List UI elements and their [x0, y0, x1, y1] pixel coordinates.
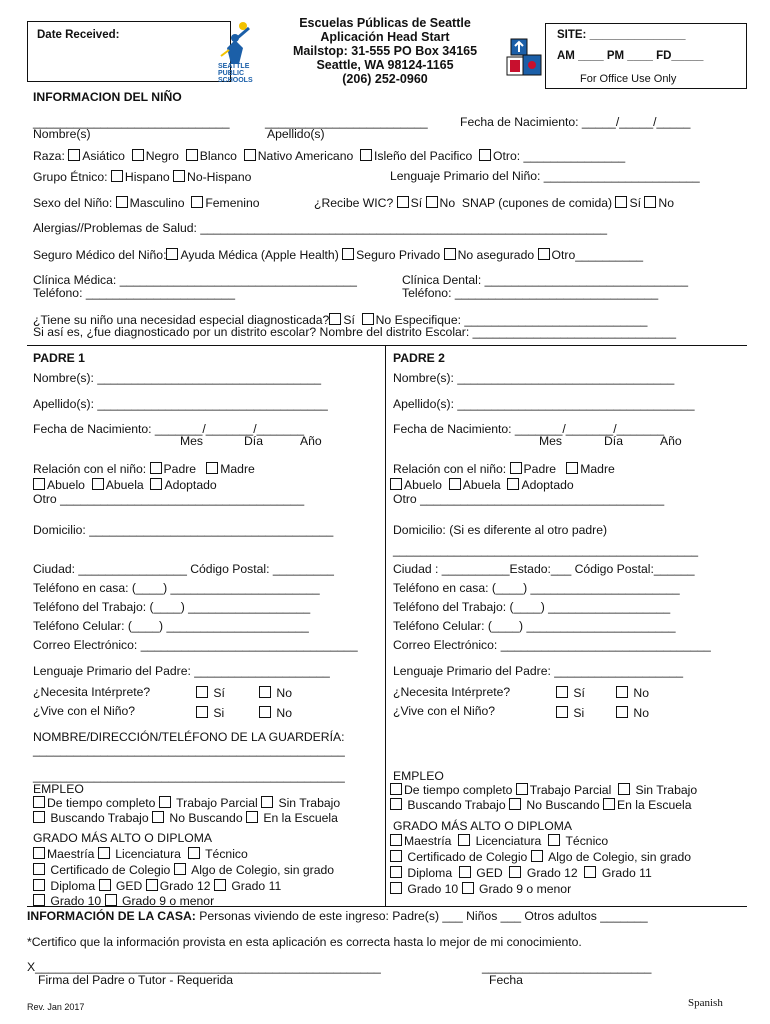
parent1-mother-label: Madre: [220, 462, 255, 476]
race-pacific-checkbox[interactable]: [360, 149, 372, 161]
parent2-relation-row-2: [390, 478, 574, 491]
parent2-title: PADRE 2: [393, 351, 445, 365]
parent-column-divider: [385, 345, 386, 907]
parent1-father-checkbox[interactable]: [150, 462, 162, 474]
medical-clinic-field[interactable]: Clínica Médica: ___________________________________: [33, 273, 357, 287]
wic-no-checkbox[interactable]: [426, 196, 438, 208]
wic-no-label: No: [439, 196, 456, 210]
child-last-name-field[interactable]: ________________________: [265, 115, 428, 129]
parent1-fulltime-checkbox[interactable]: [33, 796, 45, 808]
uninsured-checkbox[interactable]: [444, 248, 456, 260]
parent2-work-phone-field[interactable]: Teléfono del Trabajo: (____) __________________: [393, 600, 671, 614]
race-other-label: Otro: _______________: [493, 149, 626, 163]
parent2-masters-label: Maestría: [404, 834, 452, 848]
race-asian-label: Asiático: [82, 149, 125, 163]
parent1-not-seeking-label: No Buscando: [169, 811, 243, 825]
parent1-relation-row-2: [33, 478, 217, 491]
child-dob-field[interactable]: Fecha de Nacimiento: _____/_____/_____: [460, 115, 691, 129]
parent1-some-college-checkbox[interactable]: [174, 863, 186, 875]
parent2-grandfather-label: Abuelo: [404, 478, 442, 492]
race-row: [33, 149, 625, 162]
parent2-grade9-checkbox[interactable]: [462, 882, 474, 894]
parent1-education-row-1: [33, 847, 248, 860]
parent2-lives-yes-label: Si: [573, 706, 585, 720]
parent2-grade12-label: Grado 12: [526, 866, 578, 880]
parent1-grade11-checkbox[interactable]: [214, 879, 226, 891]
parent2-grade11-checkbox[interactable]: [584, 866, 596, 878]
seattle-public-schools-logo: [213, 18, 263, 86]
parent1-first-name-field[interactable]: Nombre(s): _________________________________: [33, 371, 322, 385]
ethnic-row: [33, 170, 251, 183]
parent2-lives-no-label: No: [633, 706, 649, 720]
child-first-name-field[interactable]: _____________________________: [33, 115, 230, 129]
parent2-lives-yes-checkbox[interactable]: [556, 706, 568, 718]
race-label: Raza:: [33, 149, 65, 163]
parent2-seeking-label: Buscando Trabajo: [407, 798, 506, 812]
parent1-email-field[interactable]: Correo Electrónico: ________________________________: [33, 638, 358, 652]
parent1-lives-yes-label: Si: [213, 706, 225, 720]
parent1-month-label: Mes: [180, 434, 204, 448]
parent1-education-row-2: [33, 863, 334, 876]
male-checkbox[interactable]: [116, 196, 128, 208]
parent1-bachelors-label: Licenciatura: [115, 847, 181, 861]
sex-row: [33, 196, 260, 209]
parent2-technical-checkbox[interactable]: [548, 834, 560, 846]
parent1-parttime-checkbox[interactable]: [159, 796, 171, 808]
parent1-grade10-label: Grado 10: [50, 894, 102, 908]
race-native-label: Nativo Americano: [257, 149, 354, 163]
nombres-label: Nombre(s): [33, 127, 91, 141]
parent2-other-field[interactable]: Otro ____________________________________: [393, 492, 665, 506]
parent1-technical-label: Técnico: [205, 847, 248, 861]
wic-yes-checkbox[interactable]: [397, 196, 409, 208]
insurance-row: [33, 248, 643, 261]
child-section-title: INFORMACION DEL NIÑO: [33, 90, 182, 104]
parent2-interpreter-yes: [556, 686, 585, 699]
parent2-email-field[interactable]: Correo Electrónico: _______________________________: [393, 638, 711, 652]
allergies-field[interactable]: Alergias//Problemas de Salud: ____________________________________________________________: [33, 221, 608, 235]
parent1-employment-row-1: [33, 796, 340, 809]
other-insurance-checkbox[interactable]: [538, 248, 550, 260]
snap-no-label: No: [658, 196, 674, 210]
parent2-lives-no-checkbox[interactable]: [616, 706, 628, 718]
parent1-lives-no-label: No: [276, 706, 292, 720]
parent1-home-phone-field[interactable]: Teléfono en casa: (____) ______________________: [33, 581, 320, 595]
parent1-dob-field[interactable]: Fecha de Nacimiento: _______/_______/_______: [33, 422, 305, 436]
parent2-year-label: Año: [660, 434, 682, 448]
parent1-day-label: Día: [244, 434, 263, 448]
parent2-employment-title: EMPLEO: [393, 769, 444, 783]
parent2-technical-label: Técnico: [565, 834, 609, 848]
non-hispanic-checkbox[interactable]: [173, 170, 185, 182]
parent1-college-cert-label: Certificado de Colegio: [50, 863, 171, 877]
parent2-lives-yes: [556, 706, 584, 719]
parent2-diploma-label: Diploma: [407, 866, 453, 880]
parent2-city-field[interactable]: Ciudad : __________Estado:___ Código Postal:______: [393, 562, 695, 576]
parent1-employment-title: EMPLEO: [33, 782, 84, 796]
parent1-lives-label: ¿Vive con el Niño?: [33, 704, 136, 718]
parent1-bachelors-checkbox[interactable]: [98, 847, 110, 859]
parent2-grandmother-checkbox[interactable]: [449, 478, 461, 490]
language-tag: Spanish: [688, 997, 723, 1009]
parent1-relation-label: Relación con el niño:: [33, 462, 147, 476]
private-insurance-checkbox[interactable]: [342, 248, 354, 260]
race-other-checkbox[interactable]: [479, 149, 491, 161]
parent2-first-name-field[interactable]: Nombre(s): ________________________________: [393, 371, 675, 385]
parent2-grade10-checkbox[interactable]: [390, 882, 402, 894]
snap-no-checkbox[interactable]: [644, 196, 656, 208]
parent1-school-checkbox[interactable]: [246, 811, 258, 823]
parent2-month-label: Mes: [539, 434, 563, 448]
parent1-seeking-label: Buscando Trabajo: [50, 811, 149, 825]
parent2-address-label: Domicilio: (Si es diferente al otro padre): [393, 523, 608, 537]
parent2-education-title: GRADO MÁS ALTO O DIPLOMA: [393, 819, 573, 833]
site-field[interactable]: SITE: _______________: [557, 29, 686, 41]
sex-label: Sexo del Niño:: [33, 196, 113, 210]
toy-blocks-icon: [503, 37, 545, 79]
parent2-father-label: Padre: [523, 462, 557, 476]
parent2-lives-no: [616, 706, 649, 719]
parent2-education-row-3: [390, 866, 652, 879]
special-need-label: ¿Tiene su niño una necesidad especial diagnosticada?: [33, 313, 330, 327]
parent1-education-title: GRADO MÁS ALTO O DIPLOMA: [33, 831, 213, 845]
blocks-icon: [503, 37, 545, 79]
parent2-unemployed-label: Sin Trabajo: [635, 783, 698, 797]
parent1-education-row-4: [33, 894, 214, 907]
uninsured-label: No asegurado: [457, 248, 535, 262]
parent1-interpreter-no-checkbox[interactable]: [259, 686, 271, 698]
parent2-relation-label: Relación con el niño:: [393, 462, 507, 476]
date-received-label: Date Received:: [37, 29, 120, 41]
parent1-unemployed-checkbox[interactable]: [261, 796, 273, 808]
snap-yes-label: Sí: [629, 196, 641, 210]
child-language-field[interactable]: Lenguaje Primario del Niño: _______________________: [390, 169, 700, 183]
race-black-label: Negro: [145, 149, 179, 163]
ethnic-label: Grupo Étnico:: [33, 170, 108, 184]
parent2-not-seeking-checkbox[interactable]: [509, 798, 521, 810]
parent2-grade11-label: Grado 11: [601, 866, 652, 880]
parent2-father-checkbox[interactable]: [510, 462, 522, 474]
school-address-block: Escuelas Públicas de Seattle Aplicación Head Start Mailstop: 31-555 PO Box 34165 Seattle, WA 98124-1165 (206) 252-0960: [292, 16, 478, 86]
parent1-father-label: Padre: [163, 462, 197, 476]
parent1-ged-checkbox[interactable]: [99, 879, 111, 891]
logo-text: SEATTLE PUBLIC SCHOOLS: [218, 63, 253, 84]
parent2-grade9-label: Grado 9 o menor: [479, 882, 572, 896]
parent2-parttime-checkbox[interactable]: [516, 783, 528, 795]
parent1-adopted-label: Adoptado: [164, 478, 217, 492]
special-need-no-checkbox[interactable]: [362, 313, 374, 325]
parent1-address-field[interactable]: Domicilio: ____________________________________: [33, 523, 334, 537]
parent2-lives-label: ¿Vive con el Niño?: [393, 704, 496, 718]
daycare-label: NOMBRE/DIRECCIÓN/TELÉFONO DE LA GUARDERÍA:: [33, 730, 345, 744]
parent1-grade9-label: Grado 9 o menor: [122, 894, 215, 908]
parent2-diploma-checkbox[interactable]: [390, 866, 402, 878]
parent2-interpreter-yes-label: Sí: [573, 686, 585, 700]
apple-health-label: Ayuda Médica (Apple Health): [180, 248, 339, 262]
parent1-lives-no: [259, 706, 292, 719]
parent2-home-phone-field[interactable]: Teléfono en casa: (____) ______________________: [393, 581, 680, 595]
parent1-work-phone-field[interactable]: Teléfono del Trabajo: (____) __________________: [33, 600, 311, 614]
parent1-interpreter-yes: [196, 686, 225, 699]
parent2-bachelors-label: Licenciatura: [475, 834, 542, 848]
daycare-line-1[interactable]: ______________________________________________: [33, 743, 345, 757]
parent1-grandmother-label: Abuela: [105, 478, 144, 492]
parent2-interpreter-no: [616, 686, 649, 699]
wic-row: [314, 196, 674, 209]
parent1-last-name-field[interactable]: Apellido(s): __________________________________: [33, 397, 328, 411]
insurance-label: Seguro Médico del Niño:: [33, 248, 167, 262]
parent1-unemployed-label: Sin Trabajo: [278, 796, 341, 810]
female-checkbox[interactable]: [191, 196, 203, 208]
parent1-relation-row: [33, 462, 255, 475]
parent2-parttime-label: Trabajo Parcial: [529, 783, 612, 797]
parent2-ged-label: GED: [476, 866, 503, 880]
parent2-seeking-checkbox[interactable]: [390, 798, 402, 810]
parent1-interpreter-label: ¿Necesita Intérprete?: [33, 685, 151, 699]
parent2-some-college-checkbox[interactable]: [531, 850, 543, 862]
private-insurance-label: Seguro Privado: [356, 248, 441, 262]
parent1-interpreter-no: [259, 686, 292, 699]
dental-clinic-field[interactable]: Clínica Dental: ______________________________: [402, 273, 688, 287]
parent1-college-cert-checkbox[interactable]: [33, 863, 45, 875]
date-field[interactable]: _________________________: [482, 960, 652, 974]
parent1-diploma-checkbox[interactable]: [33, 879, 45, 891]
special-need-yes-label: Sí: [343, 313, 355, 327]
special-need-yes-checkbox[interactable]: [329, 313, 341, 325]
parent2-education-row-2: [390, 850, 691, 863]
apple-health-checkbox[interactable]: [166, 248, 178, 260]
parent1-masters-label: Maestría: [47, 847, 95, 861]
parent1-seeking-checkbox[interactable]: [33, 811, 45, 823]
parent2-masters-checkbox[interactable]: [390, 834, 402, 846]
parent2-interpreter-yes-checkbox[interactable]: [556, 686, 568, 698]
parent2-not-seeking-label: No Buscando: [526, 798, 600, 812]
parent1-grade10-checkbox[interactable]: [33, 894, 45, 906]
parent1-grandmother-checkbox[interactable]: [92, 478, 104, 490]
parent1-interpreter-yes-label: Sí: [213, 686, 225, 700]
parent1-fulltime-label: De tiempo completo: [47, 796, 156, 810]
parent2-cell-phone-field[interactable]: Teléfono Celular: (____) ______________________: [393, 619, 676, 633]
parent1-technical-checkbox[interactable]: [188, 847, 200, 859]
parent1-other-field[interactable]: Otro ____________________________________: [33, 492, 305, 506]
daycare-line-2[interactable]: ______________________________________________: [33, 769, 345, 783]
hispanic-checkbox[interactable]: [111, 170, 123, 182]
parent2-fulltime-checkbox[interactable]: [390, 783, 402, 795]
race-asian-checkbox[interactable]: [68, 149, 80, 161]
am-pm-fd-field[interactable]: AM ____ PM ____ FD_____: [557, 50, 704, 62]
parent1-masters-checkbox[interactable]: [33, 847, 45, 859]
signature-label: Firma del Padre o Tutor - Requerida: [38, 973, 234, 987]
parent1-parttime-label: Trabajo Parcial: [176, 796, 258, 810]
special-need-specify-field[interactable]: No Especifique: ___________________________: [375, 313, 648, 327]
parent1-employment-row-2: [33, 811, 338, 824]
parent1-city-field[interactable]: Ciudad: ________________ Código Postal: _________: [33, 562, 334, 576]
parent-table-top-rule: [27, 345, 747, 346]
parent1-grade9-checkbox[interactable]: [105, 894, 117, 906]
parent1-lives-yes: [196, 706, 224, 719]
parent1-ged-label: GED: [115, 879, 143, 893]
parent2-mother-checkbox[interactable]: [566, 462, 578, 474]
parent2-education-row-1: [390, 834, 608, 847]
race-native-checkbox[interactable]: [244, 149, 256, 161]
household-row: [27, 910, 648, 922]
parent2-grandfather-checkbox[interactable]: [390, 478, 402, 490]
parent1-not-seeking-checkbox[interactable]: [152, 811, 164, 823]
parent2-ged-checkbox[interactable]: [459, 866, 471, 878]
diagnosed-district-field[interactable]: Si así es, ¿fue diagnosticado por un distrito escolar? Nombre del distrito Escolar: ______________________________: [33, 325, 676, 339]
parent1-grade12-label: Grado 12: [159, 879, 211, 893]
parent2-school-checkbox[interactable]: [603, 798, 615, 810]
hispanic-label: Hispano: [124, 170, 170, 184]
parent1-year-label: Año: [300, 434, 322, 448]
parent2-grade12-checkbox[interactable]: [509, 866, 521, 878]
parent1-lives-no-checkbox[interactable]: [259, 706, 271, 718]
parent2-grade10-label: Grado 10: [407, 882, 459, 896]
parent2-grandmother-label: Abuela: [462, 478, 501, 492]
parent1-lives-yes-checkbox[interactable]: [196, 706, 208, 718]
parent2-college-cert-label: Certificado de Colegio: [407, 850, 528, 864]
male-label: Masculino: [129, 196, 185, 210]
date-label: Fecha: [489, 973, 523, 987]
parent1-some-college-label: Algo de Colegio, sin grado: [191, 863, 335, 877]
parent1-education-row-3: [33, 879, 281, 892]
medical-phone-field[interactable]: Teléfono: ______________________: [33, 286, 235, 300]
apellidos-label: Apellido(s): [267, 127, 325, 141]
race-white-checkbox[interactable]: [186, 149, 198, 161]
household-label: INFORMACIÓN DE LA CASA:: [27, 909, 196, 923]
signature-field[interactable]: X___________________________________________________: [27, 960, 381, 974]
parent2-relation-row: [393, 462, 615, 475]
parent2-interpreter-no-label: No: [633, 686, 649, 700]
other-insurance-label: Otro__________: [551, 248, 644, 262]
parent1-grandfather-checkbox[interactable]: [33, 478, 45, 490]
parent1-interpreter-no-label: No: [276, 686, 292, 700]
wic-yes-label: Sí: [410, 196, 423, 210]
parent2-education-row-4: [390, 882, 571, 895]
parent1-grandfather-label: Abuelo: [47, 478, 85, 492]
race-white-label: Blanco: [199, 149, 237, 163]
parent2-college-cert-checkbox[interactable]: [390, 850, 402, 862]
parent1-title: PADRE 1: [33, 351, 85, 365]
parent2-unemployed-checkbox[interactable]: [618, 783, 630, 795]
race-pacific-label: Isleño del Pacifico: [374, 149, 473, 163]
parent2-mother-label: Madre: [580, 462, 615, 476]
parent2-interpreter-label: ¿Necesita Intérprete?: [393, 685, 511, 699]
parent1-language-field[interactable]: Lenguaje Primario del Padre: ____________________: [33, 664, 330, 678]
parent1-cell-phone-field[interactable]: Teléfono Celular: (____) _____________________: [33, 619, 309, 633]
dental-phone-field[interactable]: Teléfono: ______________________________: [402, 286, 659, 300]
parent2-language-field[interactable]: Lenguaje Primario del Padre: ___________________: [393, 664, 684, 678]
parent2-bachelors-checkbox[interactable]: [458, 834, 470, 846]
parent1-grade12-checkbox[interactable]: [146, 879, 158, 891]
race-black-checkbox[interactable]: [132, 149, 144, 161]
parent2-employment-row-1: [390, 783, 697, 796]
parent2-school-label: En la Escuela: [617, 798, 692, 812]
parent2-interpreter-no-checkbox[interactable]: [616, 686, 628, 698]
parent2-employment-row-2: [390, 798, 692, 811]
parent1-grade11-label: Grado 11: [231, 879, 282, 893]
parent2-adopted-label: Adoptado: [521, 478, 574, 492]
revision-label: Rev. Jan 2017: [27, 1002, 85, 1012]
wic-label: ¿Recibe WIC?: [314, 196, 394, 210]
non-hispanic-label: No-Hispano: [187, 170, 252, 184]
parent2-last-name-field[interactable]: Apellido(s): ___________________________________: [393, 397, 695, 411]
certification-text: *Certifico que la información provista en esta aplicación es correcta hasta lo mejor de mi conocimiento.: [27, 935, 582, 949]
parent1-interpreter-yes-checkbox[interactable]: [196, 686, 208, 698]
female-label: Femenino: [205, 196, 260, 210]
parent1-adopted-checkbox[interactable]: [150, 478, 162, 490]
parent2-fulltime-label: De tiempo completo: [404, 783, 513, 797]
parent2-some-college-label: Algo de Colegio, sin grado: [548, 850, 692, 864]
parent2-dob-field[interactable]: Fecha de Nacimiento: _______/_______/_______: [393, 422, 665, 436]
parent1-mother-checkbox[interactable]: [206, 462, 218, 474]
snap-yes-checkbox[interactable]: [615, 196, 627, 208]
parent2-day-label: Día: [604, 434, 623, 448]
parent1-diploma-label: Diploma: [50, 879, 96, 893]
snap-label: SNAP (cupones de comida): [461, 196, 613, 210]
parent1-school-label: En la Escuela: [263, 811, 338, 825]
parent2-address-field[interactable]: _____________________________________________: [393, 543, 699, 557]
household-field[interactable]: Personas viviendo de este ingreso: Padre(s) ___ Niños ___ Otros adultos _______: [199, 909, 648, 923]
office-use-label: For Office Use Only: [580, 73, 677, 85]
parent2-adopted-checkbox[interactable]: [507, 478, 519, 490]
